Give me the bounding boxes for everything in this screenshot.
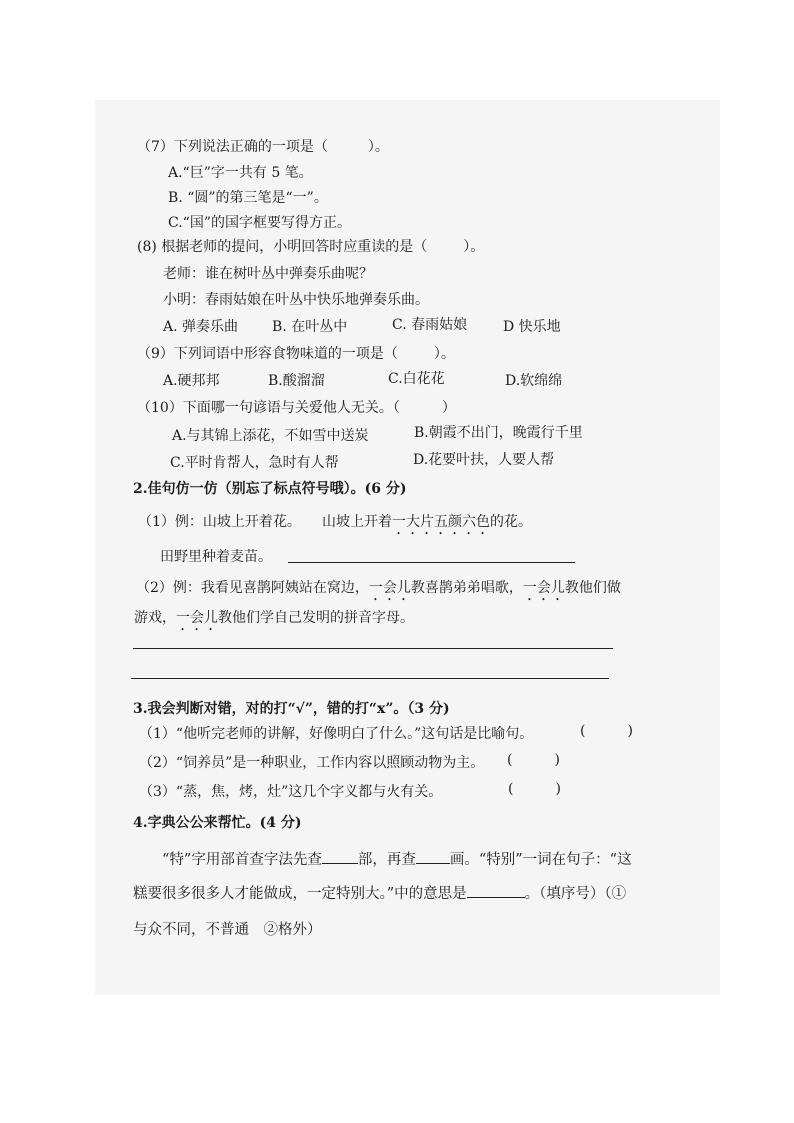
q8-teacher-line: 老师：谁在树叶丛中弹奏乐曲呢？ <box>163 266 373 282</box>
q2-1-example-expanded: 山坡上开着一大片五颜六色的花。 <box>322 514 532 530</box>
q4-line-1: “特”字用部首查字法先查 部，再查 画。“特别”一词在句子：“这 <box>162 849 632 870</box>
q4-blank-radical[interactable] <box>322 849 358 864</box>
q10-option-b: B.朝霞不出门，晚霞行千里 <box>414 425 583 441</box>
q3-item-3: （3）“蒸，焦，烤，灶”这几个字义都与火有关。 <box>139 784 443 800</box>
q10-stem: （10）下面哪一句谚语与关爱他人无关。（ ） <box>137 400 456 416</box>
q8-option-b: B. 在叶丛中 <box>272 319 348 335</box>
q3-item-2: （2）“饲养员”是一种职业，工作内容以照顾动物为主。 <box>139 755 485 771</box>
q10-option-c: C.平时肯帮人，急时有人帮 <box>170 455 339 471</box>
q3-item-3-answer[interactable]: ( ) <box>508 781 561 797</box>
q4-line-2: 糕要很多很多人才能做成，一定特别大。”中的意思是 。（填序号）（① <box>133 883 626 904</box>
q4-blank-strokes[interactable] <box>416 849 450 864</box>
q2-2-example-line1: （2）例：我看见喜鹊阿姨站在窝边，一会儿教喜鹊弟弟唱歌，一会儿教他们做 <box>136 580 621 596</box>
q2-2-answer-line-2[interactable] <box>131 678 609 679</box>
q7-option-b: B. “圆”的第三笔是“一”。 <box>168 190 328 206</box>
q2-1-prompt: 田野里种着麦苗。 <box>160 549 272 565</box>
q8-option-d: D 快乐地 <box>503 319 561 335</box>
q7-option-c: C.“国”的国字框要写得方正。 <box>168 215 351 231</box>
q9-option-b: B.酸溜溜 <box>268 373 325 389</box>
q8-stem: (8) 根据老师的提问，小明回答时应重读的是（ ）。 <box>137 239 485 255</box>
section-4-title: 4.字典公公来帮忙。(4 分) <box>133 815 302 831</box>
q3-item-1-answer[interactable]: ( ) <box>580 723 633 739</box>
q3-item-1: （1）“他听完老师的讲解，好像明白了什么。”这句话是比喻句。 <box>139 726 534 742</box>
section-2-title: 2.佳句仿一仿（别忘了标点符号哦）。(6 分) <box>133 481 407 497</box>
q9-option-c: C.白花花 <box>388 371 445 387</box>
q10-option-d: D.花要叶扶，人要人帮 <box>413 452 555 468</box>
q9-option-d: D.软绵绵 <box>505 373 563 389</box>
q2-2-answer-line-1[interactable] <box>133 648 613 649</box>
q8-xiaoming-line: 小明：春雨姑娘在叶丛中快乐地弹奏乐曲。 <box>163 292 429 308</box>
q7-stem: （7）下列说法正确的一项是（ ）。 <box>137 139 389 155</box>
q4-blank-meaning[interactable] <box>467 883 525 898</box>
q3-item-2-answer[interactable]: ( ) <box>507 752 560 768</box>
q4-line-3: 与众不同，不普通 ②格外） <box>133 922 322 938</box>
q8-option-a: A. 弹奏乐曲 <box>163 319 239 335</box>
q9-stem: （9）下列词语中形容食物味道的一项是（ ）。 <box>137 346 455 362</box>
q10-option-a: A.与其锦上添花，不如雪中送炭 <box>172 428 369 444</box>
section-3-title: 3.我会判断对错，对的打“√”，错的打“x”。（3 分) <box>133 701 450 717</box>
q9-option-a: A.硬邦邦 <box>163 373 220 389</box>
q2-1-answer-line[interactable] <box>288 562 575 563</box>
q2-1-example: （1）例：山坡上开着花。 <box>138 514 301 530</box>
q8-option-c: C. 春雨姑娘 <box>392 317 468 333</box>
q7-option-a: A.“巨”字一共有 5 笔。 <box>168 165 313 181</box>
q2-2-example-line2: 游戏，一会儿教他们学自己发明的拼音字母。 <box>134 610 414 626</box>
